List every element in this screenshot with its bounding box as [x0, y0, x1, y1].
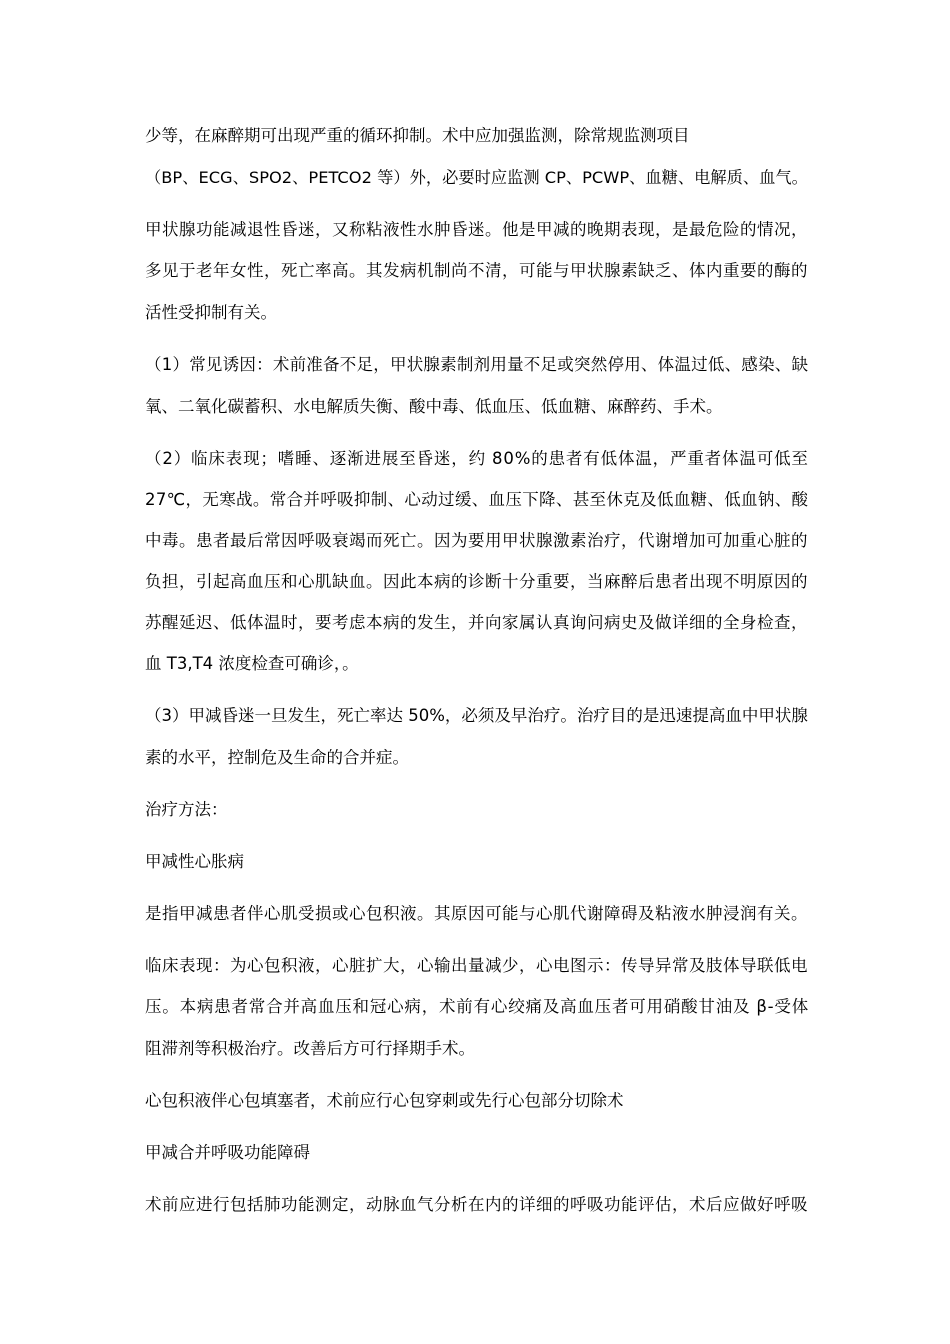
text-line: （3）甲减昏迷一旦发生，死亡率达 50%，必须及早治疗。治疗目的是迅速提高血中甲状腺 — [145, 706, 808, 725]
text-line: 负担，引起高血压和心肌缺血。因此本病的诊断十分重要，当麻醉后患者出现不明原因的 — [145, 572, 808, 591]
text-line: 苏醒延迟、低体温时，要考虑本病的发生，并向家属认真询问病史及做详细的全身检查， — [145, 613, 808, 632]
text-line: 临床表现：为心包积液，心脏扩大，心输出量减少，心电图示：传导异常及肢体导联低电 — [145, 956, 808, 975]
text-line: 素的水平，控制危及生命的合并症。 — [145, 748, 409, 767]
text-line: 多见于老年女性，死亡率高。其发病机制尚不清，可能与甲状腺素缺乏、体内重要的酶的 — [145, 261, 808, 280]
text-line: 甲减合并呼吸功能障碍 — [145, 1143, 310, 1162]
text-line: 治疗方法： — [145, 800, 228, 819]
text-line: 血 T3,T4 浓度检查可确诊，。 — [145, 654, 359, 673]
text-line: 是指甲减患者伴心肌受损或心包积液。其原因可能与心肌代谢障碍及粘液水肿浸润有关。 — [145, 904, 808, 923]
text-line: 中毒。患者最后常因呼吸衰竭而死亡。因为要用甲状腺激素治疗，代谢增加可加重心脏的 — [145, 531, 808, 550]
text-line: 压。本病患者常合并高血压和冠心病，术前有心绞痛及高血压者可用硝酸甘油及 β-受体 — [145, 997, 810, 1016]
text-line: 甲状腺功能减退性昏迷，又称粘液性水肿昏迷。他是甲减的晚期表现，是最危险的情况， — [145, 220, 808, 239]
text-line: 心包积液伴心包填塞者，术前应行心包穿刺或先行心包部分切除术 — [145, 1091, 624, 1110]
text-line: 少等，在麻醉期可出现严重的循环抑制。术中应加强监测，除常规监测项目 — [145, 126, 690, 145]
text-line: （BP、ECG、SPO2、PETCO2 等）外，必要时应监测 CP、PCWP、血糖、电解质、血气。 — [145, 168, 808, 187]
text-line: 活性受抑制有关。 — [145, 303, 277, 322]
text-line: （2）临床表现；嗜睡、逐渐进展至昏迷，约 80%的患者有低体温，严重者体温可低至 — [145, 449, 809, 468]
text-line: 氧、二氧化碳蓄积、水电解质失衡、酸中毒、低血压、低血糖、麻醉药、手术。 — [145, 397, 723, 416]
text-line: 27℃，无寒战。常合并呼吸抑制、心动过缓、血压下降、甚至休克及低血糖、低血钠、酸 — [145, 490, 809, 509]
text-line: 甲减性心胀病 — [145, 852, 244, 871]
text-line: （1）常见诱因：术前准备不足，甲状腺素制剂用量不足或突然停用、体温过低、感染、缺 — [145, 355, 809, 374]
text-line: 术前应进行包括肺功能测定，动脉血气分析在内的详细的呼吸功能评估，术后应做好呼吸 — [145, 1195, 808, 1214]
text-line: 阻滞剂等积极治疗。改善后方可行择期手术。 — [145, 1039, 475, 1058]
